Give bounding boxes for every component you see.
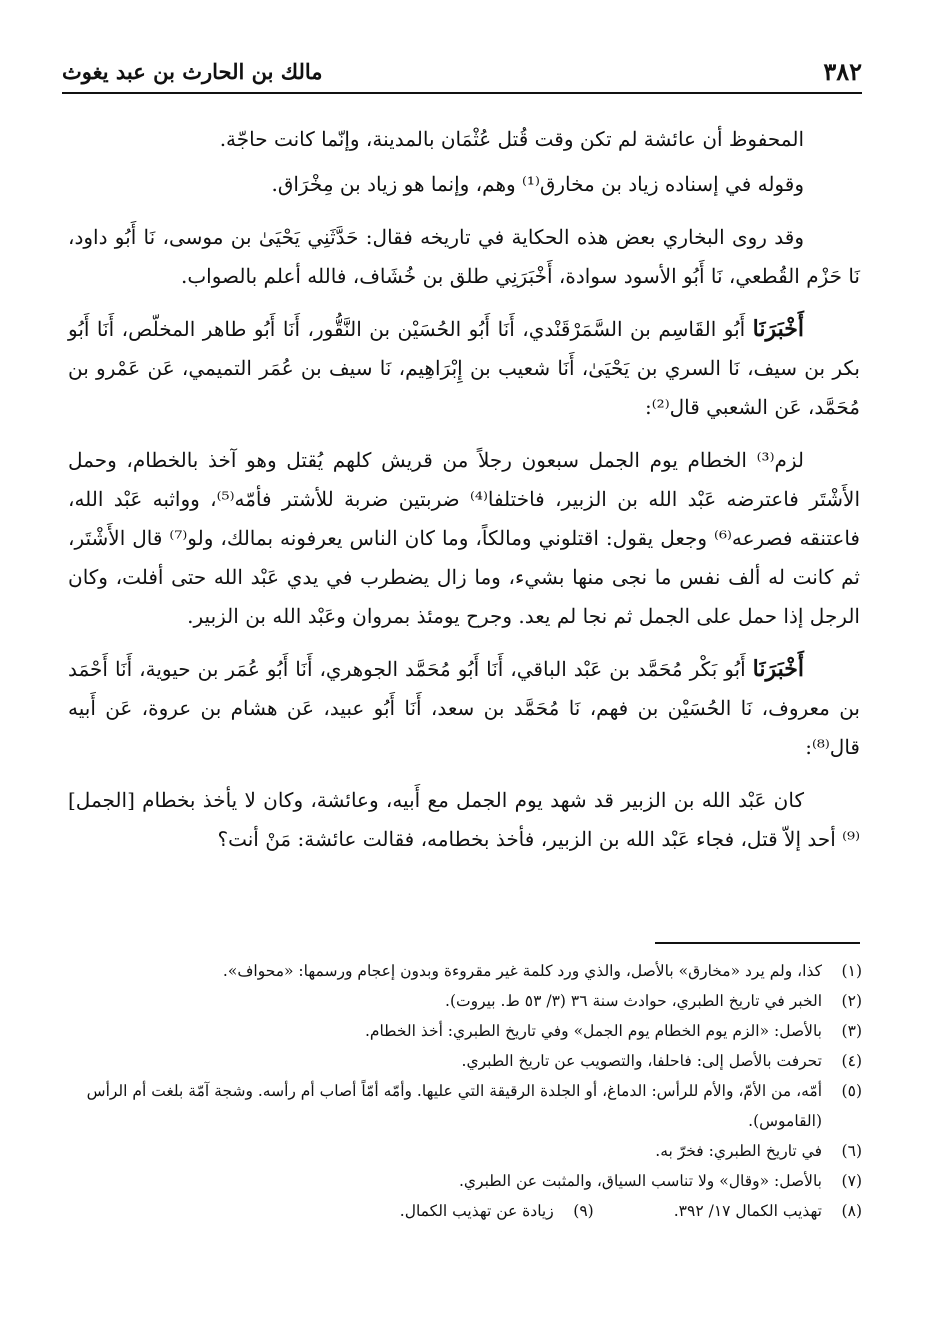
footnote-number: (٢) bbox=[841, 992, 862, 1010]
footnote-number: (١) bbox=[841, 962, 862, 980]
footnote-divider bbox=[655, 942, 860, 944]
paragraph-text: أَبُو بَكْر مُحَمَّد بن عَبْد الباقي، أَنَا أَبُو مُحَمَّد الجوهري، أَنَا أَبُو عُمَر بن حيوية، أَنَا أَحْمَد بن معروف، نَا الحُسَيْن بن فهم، نَا مُحَمَّد بن سعد، أَنَا أَبُو عبيد، عَن هشام بن عروة، عَن أَبيه قال⁽⁸⁾: bbox=[68, 657, 860, 759]
running-title: مالك بن الحارث بن عبد يغوث bbox=[62, 59, 323, 84]
page-number: ٣٨٢ bbox=[823, 57, 862, 86]
footnote bbox=[68, 1136, 862, 1166]
paragraph-text: لزم⁽³⁾ الخطام يوم الجمل سبعون رجلاً من قريش كلهم يُقتل وهو آخذ بالخطام، وحمل الأَشْتَر فاعترضه عَبْد الله بن الزبير، فاختلفا⁽⁴⁾ ضربتين ضربة للأشتر فأمّه⁽⁵⁾، وواثبه عَبْد الله، فاعتنقه فصرعه⁽⁶⁾ وجعل يقول: اقتلوني ومالكاً، وما كان الناس يعرفونه بمالك، ولو⁽⁷⁾ قال الأَشْتَر، ثم كانت له ألف نفس ما نجى منها بشيء، وما زال يضطرب في يدي عَبْد الله حتى أفلت، وكان الرجل إذا حمل على الجمل ثم نجا لم يعد. وجرح يومئذ بمروان وعَبْد الله بن الزبير. bbox=[68, 448, 860, 628]
paragraph-text: وقوله في إسناده زياد بن مخارق⁽¹⁾ وهم، وإنما هو زياد بن مِخْرَاق. bbox=[271, 172, 804, 196]
footnote-number: (٨) bbox=[841, 1202, 862, 1220]
isnad-lead: أَخْبَرَنَا bbox=[752, 316, 804, 342]
footnote-text: في تاريخ الطبري: فخرّ به. bbox=[655, 1142, 822, 1160]
footnote bbox=[68, 1166, 862, 1196]
footnote-text: زيادة عن تهذيب الكمال. bbox=[399, 1202, 554, 1220]
paragraph-text: كان عَبْد الله بن الزبير قد شهد يوم الجمل مع أَبيه، وعائشة، وكان لا يأخذ بخطام [الجمل]⁽⁹⁾ أحد إلاّ قتل، فجاء عَبْد الله بن الزبير، فأخذ بخطامه، فقالت عائشة: مَنْ أنت؟ bbox=[68, 788, 860, 851]
footnote bbox=[68, 986, 862, 1016]
footnote bbox=[68, 1016, 862, 1046]
footnote-number: (٣) bbox=[841, 1022, 862, 1040]
footnote-text: بالأصل: «الزم يوم الخطام يوم الجمل» وفي تاريخ الطبري: أخذ الخطام. bbox=[364, 1022, 822, 1040]
paragraph bbox=[68, 310, 860, 427]
page-header bbox=[62, 52, 862, 94]
footnote-text: تحرفت بالأصل إلى: فاحلفا، والتصويب عن تاريخ الطبري. bbox=[461, 1052, 822, 1070]
paragraph bbox=[68, 218, 860, 296]
footnote-text: الخبر في تاريخ الطبري، حوادث سنة ٣٦ (٣/ ٥٣ ط. بيروت). bbox=[445, 992, 822, 1010]
paragraph-text: وقد روى البخاري بعض هذه الحكاية في تاريخه فقال: حَدَّثَنِي يَحْيَىٰ بن موسى، نَا أَبُو داود، نَا حَزْم القُطعي، نَا أَبُو الأسود سوادة، أَخْبَرَنِي طلق بن خُشَاف، فالله أعلم بالصواب. bbox=[68, 225, 860, 288]
footnote-number: (٧) bbox=[841, 1172, 862, 1190]
footnote bbox=[674, 1196, 862, 1226]
footnote bbox=[400, 1196, 594, 1226]
footnote-text: بالأصل: «وقال» ولا تناسب السياق، والمثبت عن الطبري. bbox=[459, 1172, 822, 1190]
paragraph bbox=[68, 781, 860, 859]
footnote-number: (٤) bbox=[841, 1052, 862, 1070]
footnote-number: (٥) bbox=[841, 1082, 862, 1100]
paragraph bbox=[68, 441, 860, 636]
footnote bbox=[68, 1046, 862, 1076]
paragraph bbox=[68, 650, 860, 767]
footnote-text: تهذيب الكمال ١٧/ ٣٩٢. bbox=[673, 1202, 822, 1220]
isnad-lead: أَخْبَرَنَا bbox=[752, 656, 804, 682]
footnote bbox=[68, 956, 862, 986]
footnote bbox=[68, 1076, 862, 1136]
footnote-number: (٦) bbox=[841, 1142, 862, 1160]
footnote-text: أمّه، من الأمّ، والأم للرأس: الدماغ، أو الجلدة الرقيقة التي عليها. وأمّه أمّاً أصاب أم رأسه. وشجة آمّة بلغت أم الرأس (القاموس). bbox=[86, 1082, 822, 1130]
footnote-row bbox=[68, 1196, 862, 1226]
paragraph bbox=[68, 120, 860, 159]
paragraph bbox=[68, 165, 860, 204]
paragraph-text: أَبُو القَاسِم بن السَّمَرْقَنْدي، أَنَا أَبُو الحُسَيْن بن النَّقُّور، أَنَا أَبُو طاهر المخلّص، أَنَا أَبُو بكر بن سيف، نَا السري بن يَحْيَىٰ، أَنَا شعيب بن إِبْرَاهِيم، نَا سيف بن عُمَر التميمي، عَن عَمْرو بن مُحَمَّد، عَن الشعبي قال⁽²⁾: bbox=[68, 317, 860, 419]
paragraph-text: المحفوظ أن عائشة لم تكن وقت قُتل عُثْمَان بالمدينة، وإنّما كانت حاجّة. bbox=[219, 127, 804, 151]
main-text bbox=[68, 120, 860, 865]
footnote-text: كذا، ولم يرد «مخارق» بالأصل، والذي ورد كلمة غير مقروءة وبدون إعجام ورسمها: «محواف». bbox=[222, 962, 822, 980]
footnote-number: (٩) bbox=[573, 1202, 594, 1220]
footnotes bbox=[68, 956, 862, 1226]
